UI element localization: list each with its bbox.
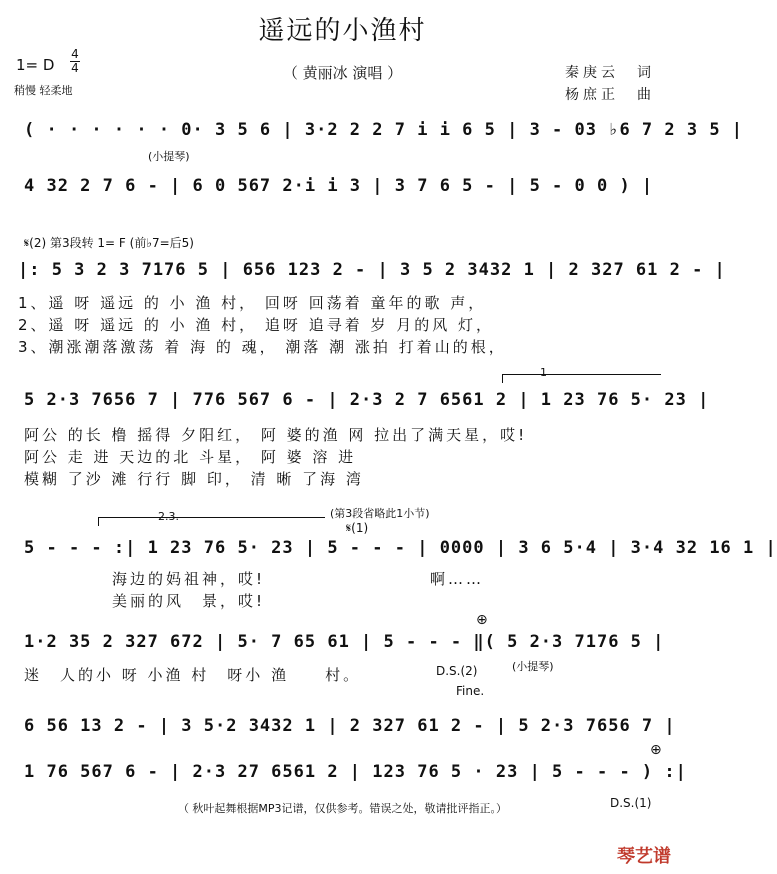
lyric-verse-2: 2、遥 呀 遥远 的 小 渔 村， 追呀 追寻着 岁 月的风 灯， <box>18 316 494 334</box>
transcriber-note: （ 秋叶起舞根据MP3记谱，仅供参考。错误之处，敬请批评指正。） <box>177 802 508 815</box>
volta-label-1: 1 <box>540 366 547 379</box>
tempo-marking: 稍慢 轻柔地 <box>14 84 73 97</box>
lyric-line-4c: 模糊 了沙 滩 行行 脚 印， 清 晰 了海 湾 <box>24 470 364 488</box>
segno-mark-2: 𝄋(2) 第3段转 1= F (前♭7=后5) <box>24 236 194 250</box>
volta-bracket-23 <box>98 517 325 526</box>
score-line-7: 6 56 13 2 - | 3 5·2 3432 1 | 2 327 61 2 - | 5 2·3 7656 7 | <box>24 716 676 736</box>
composer-credit: 杨庶正 曲 <box>565 87 655 103</box>
lyric-line-5a: 海边的妈祖神，哎! <box>112 570 266 588</box>
lyric-line-6: 迷 人的小 呀 小渔 村 呀小 渔 村。 <box>24 666 362 684</box>
lyric-line-5b: 啊…… <box>430 570 485 588</box>
volta-bracket-1 <box>502 374 661 383</box>
segno-mark-1: 𝄋(1) <box>346 521 369 535</box>
lyric-line-4a: 阿公 的长 橹 摇得 夕阳红， 阿 婆的渔 网 拉出了满天星，哎! <box>24 426 528 444</box>
lyric-line-4b: 阿公 走 进 天边的北 斗星， 阿 婆 溶 进 <box>24 448 357 466</box>
song-title: 遥远的小渔村 <box>258 16 427 46</box>
time-bottom: 4 <box>71 61 79 75</box>
ds-2-mark: D.S.(2) <box>436 664 478 678</box>
ds-1-mark: D.S.(1) <box>610 796 652 810</box>
site-logo <box>617 842 671 868</box>
volta-label-23: 2.3. <box>158 510 179 523</box>
lyricist-credit: 秦庚云 词 <box>565 65 655 81</box>
time-signature <box>70 48 80 75</box>
score-line-2: 4 32 2 7 6 - | 6 0 567 2·i i 3 | 3 7 6 5 - | 5 - 0 0 ) | <box>24 176 654 196</box>
key-signature: 1= D <box>16 56 55 74</box>
lyric-line-5c: 美丽的风 景，哎! <box>112 592 266 610</box>
singer-subtitle: （ 黄丽冰 演唱 ） <box>282 64 403 82</box>
time-top: 4 <box>71 47 79 61</box>
score-line-8: 1 76 567 6 - | 2·3 27 6561 2 | 123 76 5 · 23 | 5 - - - ) :| <box>24 762 687 782</box>
score-line-1: ( · · · · · · 0· 3 5 6 | 3·2 2 2 7 i i 6 5 | 3 - 03 ♭6 7 2 3 5 | <box>24 120 744 140</box>
score-line-3: |: 5 3 2 3 7176 5 | 656 123 2 - | 3 5 2 3432 1 | 2 327 61 2 - | <box>18 260 726 280</box>
score-line-6: 1·2 35 2 327 672 | 5· 7 65 61 | 5 - - - ‖( 5 2·3 7176 5 | <box>24 632 665 652</box>
instrument-violin-1: (小提琴) <box>148 150 190 163</box>
fine-mark: Fine. <box>456 684 485 698</box>
score-line-5: 5 - - - :| 1 23 76 5· 23 | 5 - - - | 0000 | 3 6 5·4 | 3·4 32 16 1 | <box>24 538 777 558</box>
logo-text: 琴艺谱 <box>617 846 671 867</box>
lyric-verse-3: 3、潮涨潮落激荡 着 海 的 魂， 潮落 潮 涨拍 打着山的根， <box>18 338 507 356</box>
score-line-4: 5 2·3 7656 7 | 776 567 6 - | 2·3 2 7 6561 2 | 1 23 76 5· 23 | <box>24 390 710 410</box>
coda-sign-1: ⊕ <box>476 612 488 628</box>
lyric-verse-1: 1、遥 呀 遥远 的 小 渔 村， 回呀 回荡着 童年的歌 声， <box>18 294 487 312</box>
omit-bar-note: (第3段省略此1小节) <box>330 507 430 520</box>
coda-sign-2: ⊕ <box>650 742 662 758</box>
instrument-violin-2: (小提琴) <box>512 660 554 673</box>
